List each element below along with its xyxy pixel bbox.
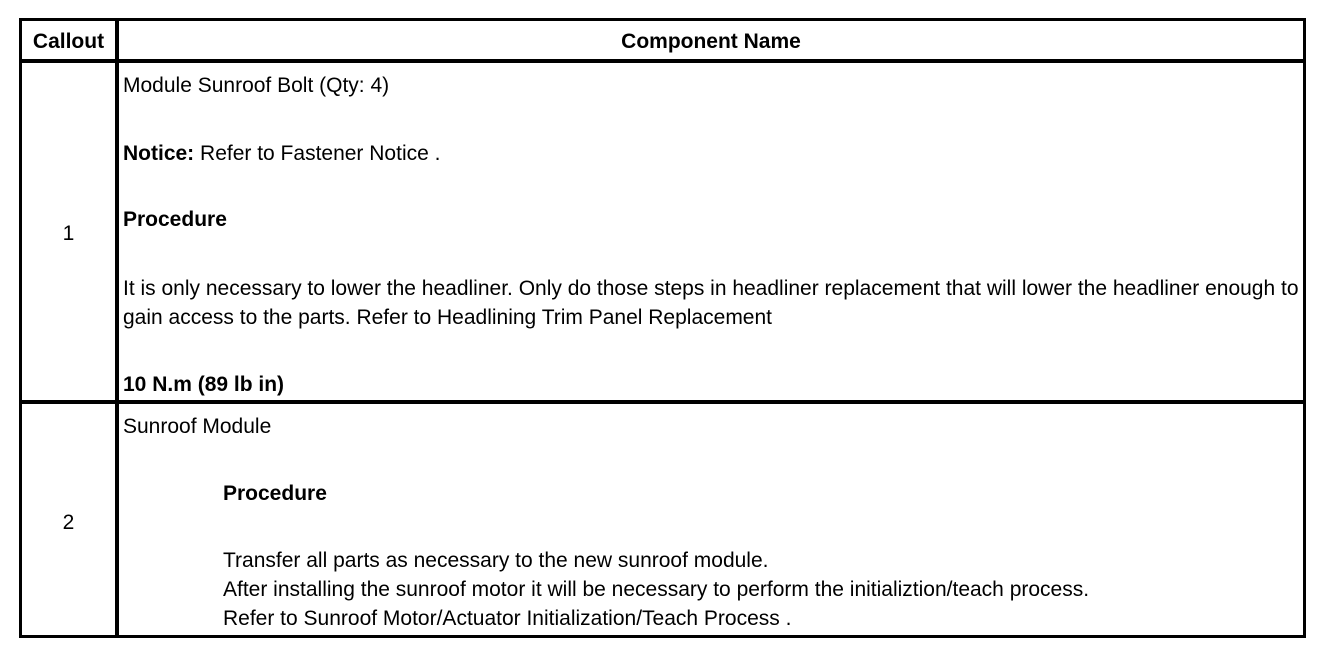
header-callout: Callout [32, 30, 105, 53]
row-1-procedure-heading: Procedure [123, 208, 227, 231]
row-1-callout: 1 [62, 222, 75, 245]
header-divider [22, 59, 1303, 63]
procedure-line: Transfer all parts as necessary to the new sunroof module. [223, 549, 769, 572]
row-2-component-name: Sunroof Module [123, 415, 272, 438]
row-1-component-name: Module Sunroof Bolt (Qty: 4) [123, 74, 390, 97]
component-table [19, 18, 1306, 638]
notice-label: Notice: [123, 142, 195, 165]
row-1-notice [123, 139, 440, 168]
procedure-line: After installing the sunroof motor it will be necessary to perform the initializtion/teach process. [223, 578, 1090, 601]
row-divider [22, 400, 1303, 404]
column-divider [115, 21, 119, 635]
row-2-procedure-heading: Procedure [223, 482, 327, 505]
row-2-procedure-lines [223, 546, 1089, 633]
notice-text: Refer to Fastener Notice . [194, 142, 441, 165]
row-1-procedure-text: It is only necessary to lower the headliner. Only do those steps in headliner replacement that will lower the headliner enough to gain access to the parts. Refer to Headlining Trim Panel Replacement [123, 277, 1299, 329]
row-2-callout: 2 [62, 511, 75, 534]
procedure-line: Refer to Sunroof Motor/Actuator Initialization/Teach Process . [223, 607, 792, 630]
header-component-name: Component Name [621, 30, 801, 53]
row-1-torque: 10 N.m (89 lb in) [123, 373, 285, 396]
